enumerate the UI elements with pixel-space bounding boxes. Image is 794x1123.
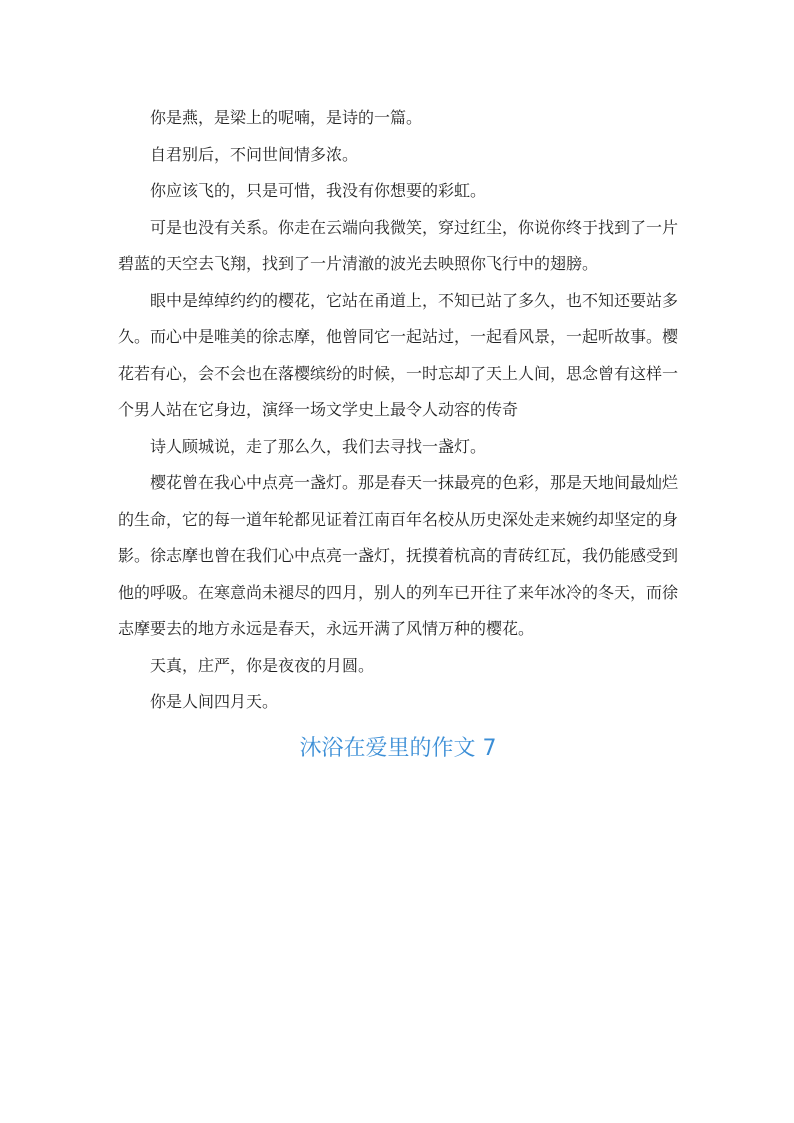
paragraph-9: 你是人间四月天。 [150, 692, 279, 711]
paragraph-1: 你是燕，是梁上的呢喃，是诗的一篇。 [150, 108, 423, 127]
paragraph-4: 可是也没有关系。你走在云端向我微笑，穿过红尘，你说你终于找到了一片碧蓝的天空去飞翔，找到了一片清澈的波光去映照你飞行中的翅膀。 [118, 217, 679, 273]
paragraph-7: 樱花曾在我心中点亮一盏灯。那是春天一抹最亮的色彩，那是天地间最灿烂的生命，它的每一道年轮都见证着江南百年名校从历史深处走来婉约却坚定的身影。徐志摩也曾在我们心中点亮一盏灯，抚摸着杭高的青砖红瓦，我仍能感受到他的呼吸。在寒意尚未褪尽的四月，别人的列车已开往了来年冰冷的冬天，而徐志摩要去的地方永远是春天，永远开满了风情万种的樱花。 [118, 473, 679, 638]
paragraph-6: 诗人顾城说，走了那么久，我们去寻找一盏灯。 [150, 436, 487, 456]
paragraph-3: 你应该飞的，只是可惜，我没有你想要的彩虹。 [150, 181, 487, 200]
paragraph-2: 自君别后，不问世间情多浓。 [150, 144, 359, 164]
paragraph-8: 天真，庄严，你是夜夜的月圆。 [150, 655, 375, 675]
document-body [118, 100, 678, 769]
paragraph-5: 眼中是绰绰约约的樱花，它站在甬道上，不知已站了多久，也不知还要站多久。而心中是唯美的徐志摩，他曾同它一起站过，一起看风景，一起听故事。樱花若有心，会不会也在落樱缤纷的时候，一时忘却了天上人间，思念曾有这样一个男人站在它身边，演绎一场文学史上最令人动容的传奇 [118, 290, 679, 419]
section-title: 沐浴在爱里的作文 7 [299, 735, 497, 761]
